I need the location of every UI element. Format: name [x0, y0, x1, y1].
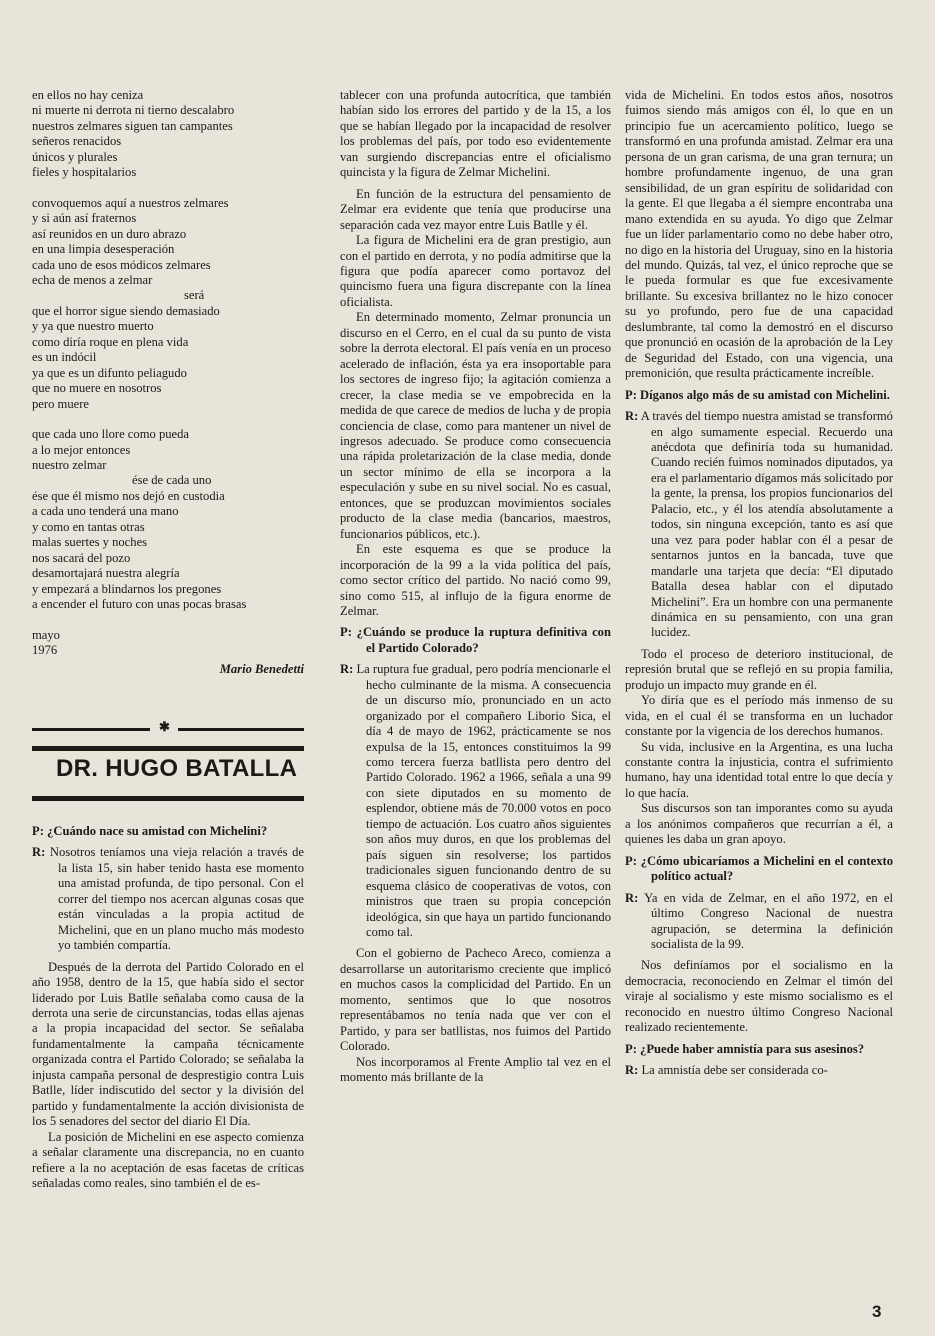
poem-line: y como en tantas otras [32, 519, 145, 534]
speaker-label: R: [625, 1063, 639, 1078]
interview-question [32, 824, 304, 839]
poem-line: ése que él mismo nos dejó en custodia [32, 488, 225, 503]
poem-line: nuestros zelmares siguen tan campantes [32, 118, 233, 133]
poem-line: que el horror sigue siendo demasiado [32, 303, 220, 318]
poem-line: como diría roque en plena vida [32, 334, 189, 349]
interview-answer [625, 891, 893, 953]
paragraph: La posición de Michelini en ese aspecto comienza a señalar claramente una discrepancia, no en cuanto refiere a la no aceptación de esas facetas de críticas señaladas como reales, sino también el de es- [32, 1129, 304, 1190]
poem-line: y ya que nuestro muerto [32, 319, 154, 334]
poem-line: ni muerte ni derrota ni tierno descalabro [32, 103, 235, 118]
speaker-label: P: [625, 853, 637, 868]
speaker-text: ¿Puede haber amnistía para sus asesinos? [640, 1041, 865, 1056]
paragraph: Su vida, inclusive en la Argentina, es una lucha constante contra la injusticia, contra el sufrimiento humano, hay una identidad total entre lo que decía y lo que hacía. [625, 739, 893, 800]
interview-column-1 [32, 824, 304, 1191]
poem-line: desamortajará nuestra alegría [32, 566, 180, 581]
speaker-label: P: [340, 625, 352, 640]
interview-question [625, 854, 893, 885]
poem-line: a encender el futuro con unas pocas brasas [32, 597, 247, 612]
poem-line: ése de cada uno [132, 473, 212, 488]
paragraph: Con el gobierno de Pacheco Areco, comienza a desarrollarse un autoritarismo creciente que implicó en muchos casos la complicidad del Partido. En un momento, sentimos que lo que nosotros representábamos no tenía nada que ver con el Partido, y para ser batllistas, nos fuimos del Partido Colorado. [340, 946, 611, 1054]
speaker-label: R: [32, 845, 46, 860]
speaker-text: Ya en vida de Zelmar, en el año 1972, en el último Congreso Nacional de nuestra agrupación, se determina la definición socialista de la 99. [644, 890, 893, 952]
poem-line: en una limpia desesperación [32, 242, 175, 257]
column-3 [625, 88, 893, 1079]
speaker-text: A través del tiempo nuestra amistad se transformó en algo sumamente especial. Recuerdo una anécdota que definiría toda su humanidad. Cuando recién fuimos nominados diputados, ya era el parlamentario dígamos más solicitado por la gente, la prensa, los propios funcionarios del Palacio, etc., y él los atendía absolutamente a todos, sin ninguna excepción, tanto es así que una vez para poder hablar con él a pesar de sentarnos juntos en la bancada, tuve que mandarle una tarjeta que decía: “El diputado Batalla desea hablar con el diputado Michelini”. Era un hombre con una permanente dinámica en su pensamiento, con una gran lucidez. [640, 409, 893, 640]
poem-line: malas suertes y noches [32, 535, 148, 550]
poem-stanza-1 [32, 88, 304, 181]
section-separator [32, 719, 304, 734]
speaker-text: ¿Cómo ubicaríamos a Michelini en el contexto político actual? [640, 853, 893, 884]
poem-line: que cada uno llore como pueda [32, 427, 190, 442]
poem-author: Mario Benedetti [219, 662, 304, 677]
poem-line: señeros renacidos [32, 134, 122, 149]
poem-date-month: mayo [32, 627, 60, 642]
heading-rule-top [32, 746, 304, 751]
poem-line: a lo mejor entonces [32, 442, 131, 457]
poem-line: a cada uno tenderá una mano [32, 504, 179, 519]
paragraph: tablecer con una profunda autocrítica, que también habían sido los errores del partido y de la 15, a los que se habían llegado por la incapacidad de resolver los problemas del país, por todo eso evidentemente van surgiendo discrepancias entre el oficialismo quincista y la figura de Zelmar Michelini. [340, 88, 611, 180]
interview-question [625, 1042, 893, 1057]
column-2 [340, 88, 611, 1086]
paragraph: En determinado momento, Zelmar pronuncia un discurso en el Cerro, en el cual da su punto de vista sobre la derrota electoral. El país venía en un proceso acelerado de inflación, ésta ya era insoportable para los sectores de ingreso fijo; la agitación comienza a crecer, la clase media se ve empobrecida en la medida de que carece de medios de lucha y de propia conciencia de clase, como para mantener un nivel de ingresos adecuado. Se produce como consecuencia una rápida proletarización de la clase media, donde un sector mínimo de ella se incorpora a la especulación y sube en su nivel social. No es casual, entonces, que se produzcan movimientos sociales producto de la clase media (bancarios, maestros, funcionarios públicos, etc.). [340, 310, 611, 541]
speaker-label: P: [625, 387, 637, 402]
speaker-label: P: [32, 824, 44, 838]
speaker-text: ¿Cuándo nace su amistad con Michelini? [47, 824, 268, 838]
interview-answer [340, 662, 611, 940]
poem [32, 88, 304, 678]
poem-line: y si aún así fraternos [32, 211, 137, 226]
speaker-label: R: [625, 890, 639, 905]
paragraph: vida de Michelini. En todos estos años, nosotros fuimos siendo más amigos con él, lo que en un principio fue un acercamiento político, luego se transformó en una profunda amistad. Zelmar era una persona de un gran carisma, de una gran ternura; un hombre profundamente ingenuo, de una gran sensibilidad, de un gran espíritu de solidaridad con la gente. El que llegaba a él siempre encontraba una mano extendida en su ayuda. Yo digo que Zelmar fue un líder parlamentario como no debe haber otro, no digo en la historia del Uruguay, sino en la historia del mundo. Quizás, tal vez, el único reproche que se le pueda formular es que fue excesivamente brillante. Su excesiva brillantez no le hizo conocer su yo profundo, pero fue de una capacidad deslumbrante, tal como la demostró en el discurso que pronunció en ocasión de la aprobación de la Ley de Seguridad del Estado, con una vigencia, una premonición, que resulta prácticamente increíble. [625, 88, 893, 381]
poem-line: fieles y hospitalarios [32, 165, 137, 180]
paragraph: Sus discursos son tan imporantes como su ayuda a los anónimos compañeros que recurrían a él, a quienes les daba un gran apoyo. [625, 801, 893, 847]
interview-answer [32, 845, 304, 953]
poem-line: convoquemos aquí a nuestros zelmares [32, 195, 229, 210]
poem-line: cada uno de esos módicos zelmares [32, 257, 211, 272]
page-number: 3 [872, 1302, 882, 1321]
interview-question [625, 388, 893, 403]
poem-date-year: 1976 [32, 642, 58, 657]
heading-rule-bottom [32, 796, 304, 801]
paragraph: La figura de Michelini era de gran prestigio, aun con el partido en derrota, y no podía admitirse que la figura que podía aparecer como portavoz del quincismo fuera una figura discrepante con la línea oficialista. [340, 233, 611, 309]
speaker-text: ¿Cuándo se produce la ruptura definitiva con el Partido Colorado? [356, 625, 611, 655]
poem-line: nuestro zelmar [32, 457, 107, 472]
speaker-text: Díganos algo más de su amistad con Michelini. [640, 387, 890, 402]
poem-line: ya que es un difunto peliagudo [32, 365, 187, 380]
speaker-text: La ruptura fue gradual, pero podría mencionarle el hecho culminante de la misma. A consecuencia de un discurso mío, pronunciado en un acto organizado por el compañero Liborio Sica, el día 4 de mayo de 1962, prácticamente se nos expulsa de la 15, entonces constituimos la 99 como tercera fuerza batllista pero dentro del Partido Colorado. 1962 a 1966, señala a una 99 con siete diputados en su momento de esplendor, obtiene más de 70.000 votos en poco tiempo de actuación. Los cuatro años siguientes son años muy duros, en que los problemas del país siguen sin resolverse; los partidos tradicionales siguen funcionando dentro de su esquema clásico de cooperativas de votos, con ministros que traen su propia concepción ideológica, sin que haya un partido funcionando como tal. [356, 662, 612, 940]
speaker-text: Nosotros teníamos una vieja relación a través de la lista 15, sin haber tenido hasta ese momento una amistad profunda, de tipo personal. Con el correr del tiempo nos acercan algunas cosas que están vinculadas a la propia actitud de Michelini, que en un plano mucho más modesto yo también compartía. [49, 845, 304, 953]
poem-line: y empezará a blindarnos los pregones [32, 581, 222, 596]
poem-stanza-3 [32, 427, 304, 612]
poem-line: así reunidos en un duro abrazo [32, 226, 187, 241]
interview-answer [625, 1063, 893, 1078]
paragraph: En este esquema es que se produce la incorporación de la 99 a la vida política del país, como sector crítico del partido. No nació como 99, sino como 515, al influjo de la figura enorme de Zelmar. [340, 542, 611, 618]
speaker-label: R: [340, 662, 354, 677]
poem-line: echa de menos a zelmar [32, 272, 153, 287]
paragraph: Nos incorporamos al Frente Amplio tal vez en el momento más brillante de la [340, 1054, 611, 1085]
separator-line-right [178, 728, 304, 731]
paragraph: Todo el proceso de deterioro institucional, de represión brutal que se reflejó en su propia familia, produjo un impacto muy grande en él. [625, 646, 893, 692]
poem-line: nos sacará del pozo [32, 550, 131, 565]
poem-line: que no muere en nosotros [32, 381, 162, 396]
poem-line: pero muere [32, 396, 89, 411]
speaker-label: R: [625, 409, 639, 424]
interview-answer [625, 409, 893, 641]
paragraph: Nos definíamos por el socialismo en la democracia, reconociendo en Zelmar el timón del viraje al socialismo y este mismo socialismo es el reconocido en nuestro último Congreso Nacional realizado recientemente. [625, 958, 893, 1035]
separator-line-left [32, 728, 150, 731]
paragraph: En función de la estructura del pensamiento de Zelmar era evidente que tenía que producirse una separación cada vez mayor entre Luis Batlle y él. [340, 186, 611, 232]
poem-line: únicos y plurales [32, 149, 118, 164]
poem-line: es un indócil [32, 350, 97, 365]
interview-question [340, 625, 611, 656]
poem-line: en ellos no hay ceniza [32, 88, 144, 102]
speaker-text: La amnistía debe ser considerada co- [641, 1063, 828, 1078]
poem-stanza-2 [32, 196, 304, 412]
section-heading: DR. HUGO BATALLA [56, 755, 298, 782]
speaker-label: P: [625, 1041, 637, 1056]
asterisk-icon: ✱ [159, 719, 170, 734]
paragraph: Después de la derrota del Partido Colorado en el año 1958, dentro de la 15, que había sido el sector liderado por Luis Batlle señalaba como causa de la derrota una serie de circunstancias, todas ellas ajenas a la propia incapacidad del sector. Se señalaba fundamentalmente la campaña técnicamente organizada contra el Partido Colorado; se señalaba la injusta campaña personal de desprestigio contra Luis Batlle, líder indiscutido del sector y la división del partido y fundamentalmente la acción divisionista de los 5 senadores del sector del diario El Día. [32, 959, 304, 1129]
paragraph: Yo diría que es el período más inmenso de su vida, en el cual él se transforma en un luchador constante por la vigencia de los derechos humanos. [625, 693, 893, 739]
poem-line: será [184, 288, 205, 303]
